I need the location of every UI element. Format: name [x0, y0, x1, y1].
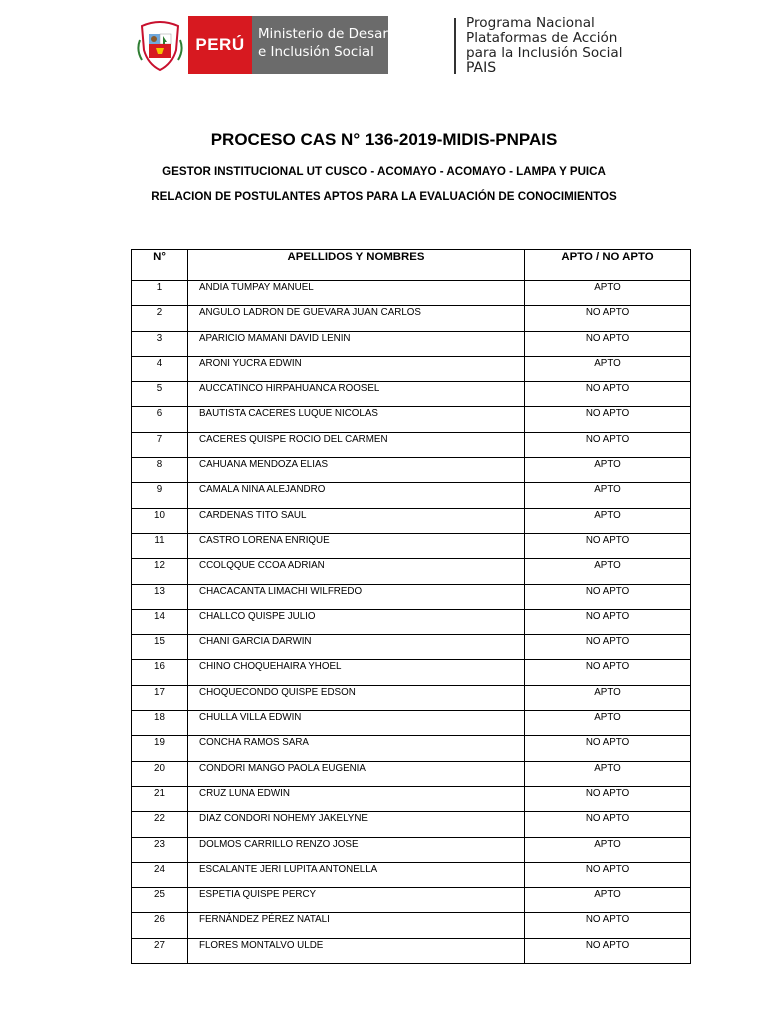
row-status: NO APTO [525, 862, 691, 887]
document-subtitle-position: GESTOR INSTITUCIONAL UT CUSCO - ACOMAYO - ACOMAYO - LAMPA Y PUICA [162, 165, 606, 178]
row-status: NO APTO [525, 635, 691, 660]
row-applicant-name: AUCCATINCO HIRPAHUANCA ROOSEL [188, 382, 525, 407]
row-status: APTO [525, 356, 691, 381]
header-status: APTO / NO APTO [525, 250, 691, 281]
table-row [132, 786, 691, 811]
row-number: 18 [132, 711, 188, 736]
header-name: APELLIDOS Y NOMBRES [188, 250, 525, 281]
row-status: NO APTO [525, 584, 691, 609]
row-status: NO APTO [525, 938, 691, 963]
row-applicant-name: FLORES MONTALVO ULDE [188, 938, 525, 963]
row-applicant-name: CRUZ LUNA EDWIN [188, 786, 525, 811]
row-status: NO APTO [525, 533, 691, 558]
document-subtitle-list: RELACION DE POSTULANTES APTOS PARA LA EVALUACIÓN DE CONOCIMIENTOS [151, 190, 617, 203]
row-applicant-name: DOLMOS CARRILLO RENZO JOSE [188, 837, 525, 862]
row-applicant-name: ANDIA TUMPAY MANUEL [188, 281, 525, 306]
row-number: 23 [132, 837, 188, 862]
table-row [132, 660, 691, 685]
row-number: 21 [132, 786, 188, 811]
program-line-2: Plataformas de Acción [466, 30, 618, 46]
table-row [132, 711, 691, 736]
table-row [132, 685, 691, 710]
row-status: NO APTO [525, 382, 691, 407]
row-status: APTO [525, 559, 691, 584]
table-row [132, 609, 691, 634]
row-status: APTO [525, 711, 691, 736]
row-number: 6 [132, 407, 188, 432]
row-status: APTO [525, 888, 691, 913]
row-status: NO APTO [525, 306, 691, 331]
row-status: NO APTO [525, 913, 691, 938]
row-status: NO APTO [525, 407, 691, 432]
table-row [132, 458, 691, 483]
table-row [132, 938, 691, 963]
row-applicant-name: CAHUANA MENDOZA ELIAS [188, 458, 525, 483]
row-status: APTO [525, 458, 691, 483]
table-row [132, 356, 691, 381]
ministry-line-2: e Inclusión Social [258, 45, 374, 60]
row-status: NO APTO [525, 432, 691, 457]
row-applicant-name: APARICIO MAMANI DAVID LENIN [188, 331, 525, 356]
row-number: 24 [132, 862, 188, 887]
row-number: 16 [132, 660, 188, 685]
table-row [132, 837, 691, 862]
row-applicant-name: CHALLCO QUISPE JULIO [188, 609, 525, 634]
row-applicant-name: CHANI GARCIA DARWIN [188, 635, 525, 660]
row-applicant-name: ESPETIA QUISPE PERCY [188, 888, 525, 913]
row-applicant-name: CASTRO LORENA ENRIQUE [188, 533, 525, 558]
table-row [132, 432, 691, 457]
row-number: 27 [132, 938, 188, 963]
row-number: 17 [132, 685, 188, 710]
row-applicant-name: CACERES QUISPE ROCIO DEL CARMEN [188, 432, 525, 457]
row-applicant-name: CHOQUECONDO QUISPE EDSON [188, 685, 525, 710]
table-row [132, 584, 691, 609]
table-row [132, 913, 691, 938]
row-applicant-name: ARONI YUCRA EDWIN [188, 356, 525, 381]
header-logo-banner [136, 15, 623, 76]
document-title: PROCESO CAS N° 136-2019-MIDIS-PNPAIS [210, 130, 558, 149]
row-status: NO APTO [525, 660, 691, 685]
row-status: NO APTO [525, 786, 691, 811]
row-applicant-name: FERNÁNDEZ PÉREZ NATALI [188, 913, 525, 938]
row-status: NO APTO [525, 331, 691, 356]
table-row [132, 533, 691, 558]
table-row [132, 761, 691, 786]
row-number: 8 [132, 458, 188, 483]
row-applicant-name: CHACACANTA LIMACHI WILFREDO [188, 584, 525, 609]
row-number: 7 [132, 432, 188, 457]
row-applicant-name: ESCALANTE JERI LUPITA ANTONELLA [188, 862, 525, 887]
row-number: 25 [132, 888, 188, 913]
row-status: APTO [525, 761, 691, 786]
row-status: APTO [525, 281, 691, 306]
row-applicant-name: CAMALA NINA ALEJANDRO [188, 483, 525, 508]
header-divider [454, 18, 456, 74]
ministry-name [258, 26, 444, 62]
row-number: 11 [132, 533, 188, 558]
row-applicant-name: CCOLQQUE CCOA ADRIAN [188, 559, 525, 584]
table-row [132, 559, 691, 584]
row-applicant-name: CARDENAS TITO SAUL [188, 508, 525, 533]
table-row [132, 736, 691, 761]
program-name [466, 16, 623, 76]
row-status: APTO [525, 837, 691, 862]
row-number: 22 [132, 812, 188, 837]
program-line-4: PAIS [466, 60, 497, 76]
coat-of-arms-icon [136, 20, 184, 72]
table-row [132, 331, 691, 356]
table-row [132, 407, 691, 432]
row-status: APTO [525, 685, 691, 710]
row-number: 20 [132, 761, 188, 786]
table-row [132, 306, 691, 331]
row-status: NO APTO [525, 609, 691, 634]
table-row [132, 281, 691, 306]
applicants-table [131, 249, 691, 964]
row-number: 14 [132, 609, 188, 634]
row-applicant-name: CHINO CHOQUEHAIRA YHOEL [188, 660, 525, 685]
row-number: 3 [132, 331, 188, 356]
row-number: 12 [132, 559, 188, 584]
header-number: N° [132, 250, 188, 281]
row-applicant-name: CONDORI MANGO PAOLA EUGENIA [188, 761, 525, 786]
row-number: 4 [132, 356, 188, 381]
row-applicant-name: BAUTISTA CACERES LUQUE NICOLAS [188, 407, 525, 432]
row-number: 19 [132, 736, 188, 761]
row-applicant-name: CHULLA VILLA EDWIN [188, 711, 525, 736]
row-number: 15 [132, 635, 188, 660]
table-row [132, 382, 691, 407]
program-line-3: para la Inclusión Social [466, 45, 623, 61]
peru-label: PERÚ [188, 16, 252, 74]
table-row [132, 508, 691, 533]
row-number: 13 [132, 584, 188, 609]
row-status: APTO [525, 508, 691, 533]
table-header-row [132, 250, 691, 281]
table-row [132, 812, 691, 837]
row-status: NO APTO [525, 812, 691, 837]
row-number: 9 [132, 483, 188, 508]
ministry-line-1: Ministerio de Desarrollo [258, 27, 417, 42]
row-number: 1 [132, 281, 188, 306]
row-number: 10 [132, 508, 188, 533]
table-row [132, 635, 691, 660]
row-number: 5 [132, 382, 188, 407]
row-applicant-name: CONCHA RAMOS SARA [188, 736, 525, 761]
row-number: 2 [132, 306, 188, 331]
table-row [132, 862, 691, 887]
table-row [132, 888, 691, 913]
row-status: NO APTO [525, 736, 691, 761]
row-status: APTO [525, 483, 691, 508]
table-row [132, 483, 691, 508]
row-applicant-name: DIAZ CONDORI NOHEMY JAKELYNE [188, 812, 525, 837]
row-number: 26 [132, 913, 188, 938]
row-applicant-name: ANGULO LADRON DE GUEVARA JUAN CARLOS [188, 306, 525, 331]
program-line-1: Programa Nacional [466, 15, 595, 31]
